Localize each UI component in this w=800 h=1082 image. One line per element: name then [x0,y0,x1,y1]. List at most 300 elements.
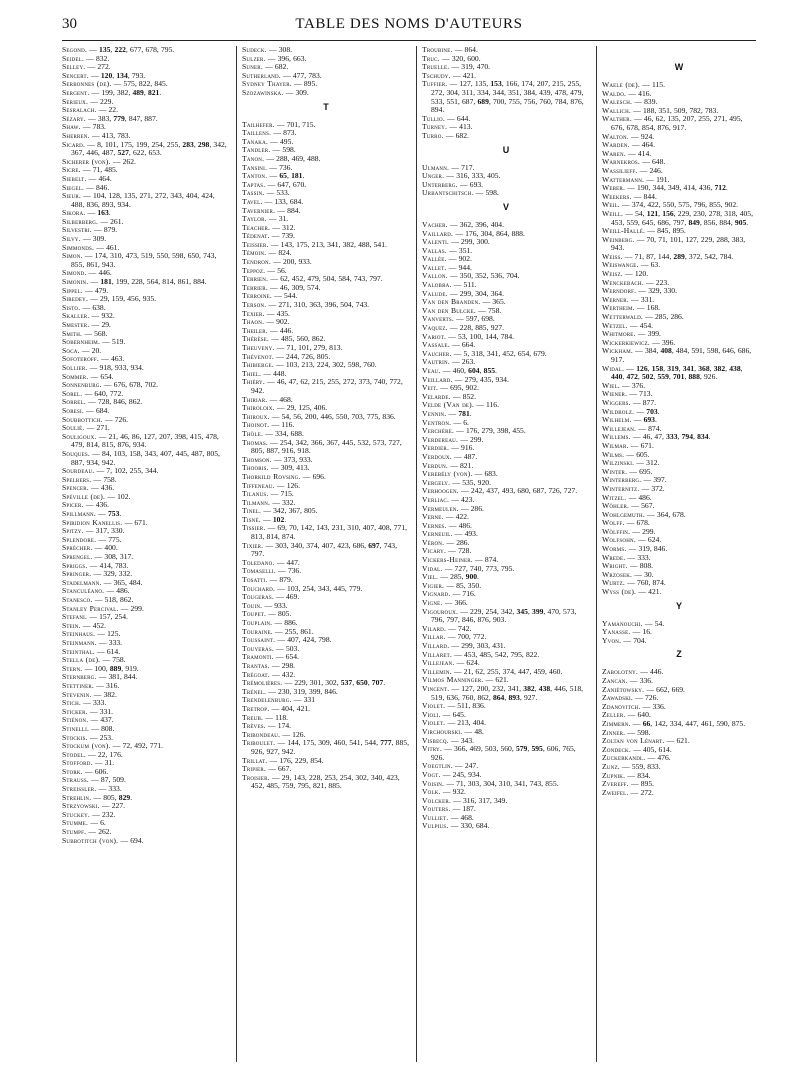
page-references: — 20. [81,345,102,355]
index-entry [62,192,230,209]
page-references: — 333. [99,637,123,647]
page-references: — 879. [94,225,118,235]
author-name: Spillmann. [62,509,96,519]
section-letter: W [674,62,684,72]
page-references: — 421. [638,587,662,597]
page-references: — 503. [276,643,300,653]
author-name: Sencert. [62,70,89,80]
page-references: — 477, 783. [283,70,322,80]
page-references: — 253. [89,732,113,742]
author-name: Zimmern. [602,718,631,728]
page-references: — 329, 330. [638,286,677,296]
section-letter: U [502,144,510,155]
index-entry [62,450,230,467]
page-references: — 715. [270,489,294,499]
page-references: — 460, 604, 855. [442,366,497,375]
author-name: Viel. [422,572,439,582]
page-references: — 176, 304, 864, 888. [455,228,525,238]
page-references: — 519. [102,337,126,347]
index-entry [242,524,410,541]
page-references: — 286. [460,503,484,513]
author-name: Weinberg. [602,234,635,244]
page-references: — 309. [285,87,309,97]
page-references: — 350, 352, 536, 704. [449,271,520,281]
page-references: — 223. [646,277,670,287]
author-name: Unterberg. [422,179,458,189]
author-name: Spicer. [62,500,84,510]
page-references: — 447. [276,557,300,567]
author-name: Vassale. [422,340,450,350]
author-name: Selley. [62,62,86,72]
page-references: — 66, 142, 334, 447, 461, 590, 875. [632,718,746,728]
author-name: Sorrel. [62,397,86,407]
author-name: Sicherer (von). [62,156,111,166]
page-references: — 116. [476,400,499,410]
page-references: — 839. [634,97,658,107]
page-references: — 362, 396, 404. [449,219,504,229]
page-references: — 845, 895. [647,226,686,236]
page-references: — 299, 300. [451,237,490,247]
author-name: Troubine. [422,46,453,54]
page-references: — 272. [630,787,654,797]
page-references: — 736. [269,162,293,172]
page-references: — 944. [448,262,472,272]
author-name: Serbonnes (de). [62,79,112,89]
author-name: Sikora. [62,208,86,218]
author-name: Sprécher. [62,543,93,553]
author-name: Stinelli. [62,723,90,733]
page-references: — 436. [91,483,115,493]
page-references: — 414. [628,148,652,158]
author-name: Soubbottich. [62,414,103,424]
author-name: Spéville (de). [62,491,106,501]
author-name: Thaon. [242,317,265,327]
author-name: Sicard. [62,139,86,149]
page-references: — 230, 319, 399, 846. [268,686,338,696]
author-name: Vilmos Manninger. [422,675,484,685]
page-references: — 62, 452, 479, 504, 584, 743, 797. [270,274,383,284]
page-references: — 454. [629,320,654,330]
author-name: Touchard. [242,583,276,593]
page-references: — 8, 101, 175, 199, 254, 255, 283, 298, 342, 367, 446, 487, 527, 622, 653. [71,139,227,158]
author-name: Texier. [242,308,265,318]
page-references: — 333. [627,552,651,562]
author-name: Wiener. [602,389,628,399]
page-references: — 54, 121, 156, 229, 230, 278, 318, 405, 453, 559, 645, 686, 797, 849, 856, 884, 905. [611,208,754,227]
author-name: Tassin. [242,188,265,198]
page-references: — 245, 934. [442,769,482,779]
author-name: Toledano. [242,557,275,567]
page-references: — 598. [627,727,651,737]
author-name: Taptas. [242,179,266,189]
page-references: — 694. [120,835,144,845]
author-name: Seidel. [62,53,84,63]
page-references: — 667. [268,764,292,774]
author-name: Voisin. [422,778,445,788]
page-references: — 272. [87,62,111,72]
author-name: Zondeck. [602,744,631,754]
page-references: — 299. [120,603,144,613]
author-name: Trèves. [242,721,266,731]
page-references: — 932. [91,311,115,321]
author-name: Thibierge. [242,360,274,370]
author-name: Werndorf. [602,286,637,296]
page-references: — 808. [91,723,115,733]
author-name: Wolfsohn. [602,535,636,545]
author-name: Tailhefer. [242,119,275,129]
author-name: Touyeras. [242,643,274,653]
author-name: Taillens. [242,128,272,138]
page-references: — 683. [474,469,498,479]
author-name: Stich. [62,698,81,708]
page-references: — 383, 779, 847, 887. [88,113,158,123]
author-name: Terrien. [242,274,269,284]
page-references: — 606. [85,766,109,776]
author-name: Wassilieff. [602,165,638,175]
author-name: Spelbers. [62,474,92,484]
page-references: — 70, 71, 101, 127, 229, 288, 383, 943. [611,234,746,253]
page-references: — 902. [266,317,290,327]
author-name: Souques. [62,448,91,458]
index-entry [62,433,230,450]
page-references: — 781. [448,408,472,418]
page-references: — 199, 382, 489, 821. [91,87,162,97]
author-name: Wrzosek. [602,569,633,579]
author-name: Zaniétowsky. [602,684,645,694]
index-entry [242,439,410,456]
page-references: — 864. [454,46,478,54]
author-name: Teppoz. [242,265,266,275]
page-references: — 228, 885, 927. [449,323,504,333]
page-references: — 242, 437, 493, 680, 687, 726, 727. [461,486,578,496]
page-references: — 396. [652,337,676,347]
author-name: Troisier. [242,772,270,782]
author-name: Violi. [422,709,441,719]
page-references: — 331 [293,695,316,705]
page-references: — 244, 726, 805. [276,351,331,361]
author-name: Strauss. [62,775,89,785]
page-references: — 120, 134, 793. [91,70,146,80]
page-references: — 299. [632,526,656,536]
page-references: — 29, 125, 406. [276,403,328,413]
author-name: Stumme. [62,818,89,828]
author-name: Thöle. [242,428,264,438]
author-name: Vernes. [422,520,447,530]
author-name: Simond. [62,268,87,278]
page-references: — 448. [263,368,287,378]
page-references: — 329, 332. [93,569,133,579]
author-name: Stadelmann. [62,577,102,587]
author-name: Wiel. [602,380,620,390]
page-references: — 717. [451,162,475,172]
page-references: — 125. [97,629,121,639]
author-name: Witzel. [602,492,627,502]
author-name: Sicre. [62,165,81,175]
author-name: Springer. [62,569,92,579]
author-name: Zancan. [602,676,628,685]
author-name: Tullio. [422,113,445,123]
page-references: — 844. [633,191,657,201]
author-name: Sézary. [62,113,86,123]
page-references: — 924. [631,131,655,141]
page-references: — 461. [96,242,120,252]
page-references: — 713. [629,389,653,399]
author-name: Sofoteroff. [62,354,99,364]
page-references: — 758. [478,305,502,315]
author-name: Stumpf. [62,827,87,837]
page-references: — 262. [88,827,112,837]
page-references: — 758. [93,474,117,484]
author-name: Veillard. [422,374,453,384]
author-name: Tilanus. [242,489,269,499]
author-name: Strzyowski. [62,801,100,811]
page-references: — 372. [641,483,665,493]
page-references: — 895. [294,79,318,89]
page-references: — 640, 772. [84,388,124,398]
page-references: — 824. [268,248,292,258]
header-rule [62,40,756,41]
author-name: Wilhelm. [602,415,632,425]
column-divider [416,46,417,1062]
author-name: Violet. [422,701,446,711]
author-name: Wickerkiewicz. [602,337,650,347]
page-references: — 821. [450,460,474,470]
page-references: — 303, 340, 374, 407, 423, 686, 697, 743, 797. [251,540,397,559]
page-references: — 678. [626,518,650,528]
author-name: Theuveny. [242,343,275,352]
index-entry [422,608,590,625]
page-references: — 693. [459,179,484,189]
page-references: — 263. [452,357,476,367]
page-references: — 190, 344, 349, 414, 436, 712. [627,183,728,193]
author-name: Stockis. [62,732,88,742]
index-entry [242,89,410,98]
page-references: — 716. [452,589,476,599]
author-name: Tédenat. [242,231,270,241]
page-references: — 168. [637,303,661,313]
author-name: Thérèse. [242,334,270,344]
author-name: Sergent. [62,87,90,97]
page-references: — 736. [278,566,302,576]
author-name: Zdanovitch. [602,701,641,711]
author-name: Turney. [422,122,448,132]
author-name: Sippel. [62,285,83,295]
page-references: — 336. [642,701,666,711]
page-references: — 63. [640,260,661,270]
author-name: Wildbolz. [602,406,635,416]
author-name: Suner. [242,62,263,72]
page-references: — 71, 101, 279, 813. [276,343,343,352]
author-name: Tougeras. [242,592,274,602]
author-name: Willems. [602,432,631,442]
author-name: Zabolotny. [602,667,639,677]
author-name: Stettiner. [62,680,95,690]
author-name: Whitmore. [602,329,636,339]
author-name: Yanasse. [602,627,631,637]
author-name: Tiffeneau. [242,480,275,490]
author-name: Tanton. [242,171,268,181]
author-name: Vigne. [422,598,443,608]
author-name: Vigier. [422,580,445,590]
author-name: Wilmar. [602,440,629,450]
page-references: — 640. [627,710,651,720]
page-references: — 174. [267,721,292,731]
author-name: Sutherland. [242,70,281,80]
page-references: — 351. [449,245,473,255]
author-name: Tandler. [242,145,271,155]
page-references: — 644. [447,113,471,123]
page-references: — 22, 176. [88,749,123,759]
author-name: Steinmann. [62,637,97,647]
page-references: — 157, 254. [89,612,128,622]
page-references: — 469. [276,592,300,602]
page-references: — 376. [622,380,646,390]
page-references: — 874. [475,555,499,565]
author-name: Simon. [62,251,83,261]
author-name: Teacher. [242,222,271,232]
author-name: Tanon. [242,153,265,163]
page-references: — 381, 844. [98,672,138,682]
author-name: Veit. [422,383,439,393]
author-name: Terson. [242,300,267,310]
page-references: — 598. [475,188,499,198]
author-name: Vincent. [422,683,450,693]
page-references: — 261. [100,216,124,226]
author-name: Spencer. [62,483,89,493]
page-references: — 446. [640,667,664,677]
author-name: Sternberg. [62,672,97,682]
author-name: Stanesco. [62,595,93,604]
author-name: Touplain. [242,618,273,627]
page-references: — 144, 175, 309, 460, 541, 544, 777, 885, 926, 927, 942. [251,738,409,756]
author-name: Wright. [602,561,628,571]
author-name: Urbantschitsch. [422,188,474,198]
author-name: Vouters. [422,804,451,814]
author-name: Sobernheim. [62,337,101,347]
author-name: Weill. [602,208,624,218]
page-references: — 115. [642,80,665,89]
page-references: — 597, 698. [456,314,495,324]
author-name: Variot. [422,331,447,341]
index-entry [602,365,756,382]
author-name: Shaw. [62,122,81,132]
author-name: Tavel. [242,196,263,206]
author-name: Stanculéano. [62,586,105,596]
author-name: Vaillard. [422,228,454,238]
index-entry [422,822,590,831]
page-references: — 693. [633,415,657,425]
author-name: Skaller. [62,311,90,321]
author-name: Sydney Thayer. [242,79,292,89]
page-references: — 414, 783. [89,560,129,570]
page-references: — 684. [86,405,110,415]
author-name: Vermeulen. [422,503,459,513]
section-letter: Z [676,649,682,660]
author-name: Strehlin. [62,792,92,802]
page-references: — 6. [453,417,469,427]
author-name: Vickers-Heiner. [422,555,473,565]
page-references: — 384, 408, 484, 591, 598, 646, 686, 917. [611,346,752,364]
page-references: — 71, 303, 304, 310, 341, 743, 855. [446,778,559,788]
index-entry [62,837,230,846]
page-references: — 493. [454,529,478,539]
page-references: — 366. [444,598,468,608]
page-references: — 559, 833. [622,761,661,771]
author-name: Tendron. [242,257,271,267]
page-references: — 452. [82,620,107,630]
page-references: — 933. [264,600,288,610]
author-name: Sourdeau. [62,466,95,476]
author-name: Wohlgemuth. [602,509,645,519]
author-name: Willejean. [602,423,637,433]
author-name: Weiswange. [602,260,639,270]
index-entry [242,542,410,559]
page-references: — 331. [631,294,655,304]
author-name: Teissier. [242,239,269,249]
author-name: Weber. [602,183,626,193]
author-name: Verhoogen. [422,486,459,496]
page-references: — 605. [626,449,650,459]
page-references: — 7, 102, 255, 344. [96,466,159,476]
page-references: — 104, 128, 135, 271, 272, 343, 404, 424, 488, 836, 893, 934. [71,191,215,209]
page-references: — 695. [629,466,653,476]
page-references: — 468. [450,812,474,822]
page-references: — 422. [445,512,469,522]
author-name: Winternitz. [602,483,640,493]
author-name: Sulzer. [242,53,266,63]
page-references: — 382. [93,689,117,699]
author-name: Stork. [62,766,83,776]
author-name: Sticker. [62,706,88,716]
author-name: Serieux. [62,96,89,106]
author-name: Silberberg. [62,216,99,226]
author-name: Témoin. [242,248,267,258]
author-name: Thiroux. [242,411,270,421]
index-entry [602,637,756,646]
author-name: Verdoux. [422,451,452,461]
author-name: Véron. [422,537,445,547]
page-references: — 664. [452,340,476,350]
page-references: — 621. [485,675,509,685]
page-references: — 176, 279, 398, 455. [456,426,526,436]
index-column-2 [242,46,410,1064]
index-entry [62,141,230,158]
index-entry [242,739,410,756]
author-name: Trénel. [242,686,267,696]
page-references: — 533. [266,188,290,198]
author-name: Yamanouchi. [602,618,643,628]
page-references: — 286. [446,537,470,547]
page-references: — 312. [636,458,660,468]
page-references: — 127, 135, 153, 166, 174, 207, 215, 255, 272, 304, 311, 334, 344, 351, 384, 439, 478, 479, 533, 551, 687, 689, 700, 755, 756, 760, 784, 876, 894. [431,79,584,115]
page-references: — 621. [666,736,690,746]
page-references: — 316, 333, 405. [446,171,501,181]
author-name: Taylor. [242,214,267,224]
author-name: Simmonds. [62,242,95,252]
page-references: — 103, 254, 343, 445, 779. [277,583,363,593]
author-name: Truc. [422,53,440,63]
page-references: — 6. [90,818,106,828]
page-references: — 53, 100, 144, 784. [448,331,515,341]
author-name: Werner. [602,294,629,304]
author-name: Stevenin. [62,689,92,699]
page-references: — 742. [448,623,472,633]
page-references: — 232. [92,809,116,819]
page-references: — 312. [272,222,296,232]
page-references: — 373, 933. [274,454,313,464]
author-name: Vilard. [422,623,447,633]
author-name: Ventron. [422,417,452,427]
